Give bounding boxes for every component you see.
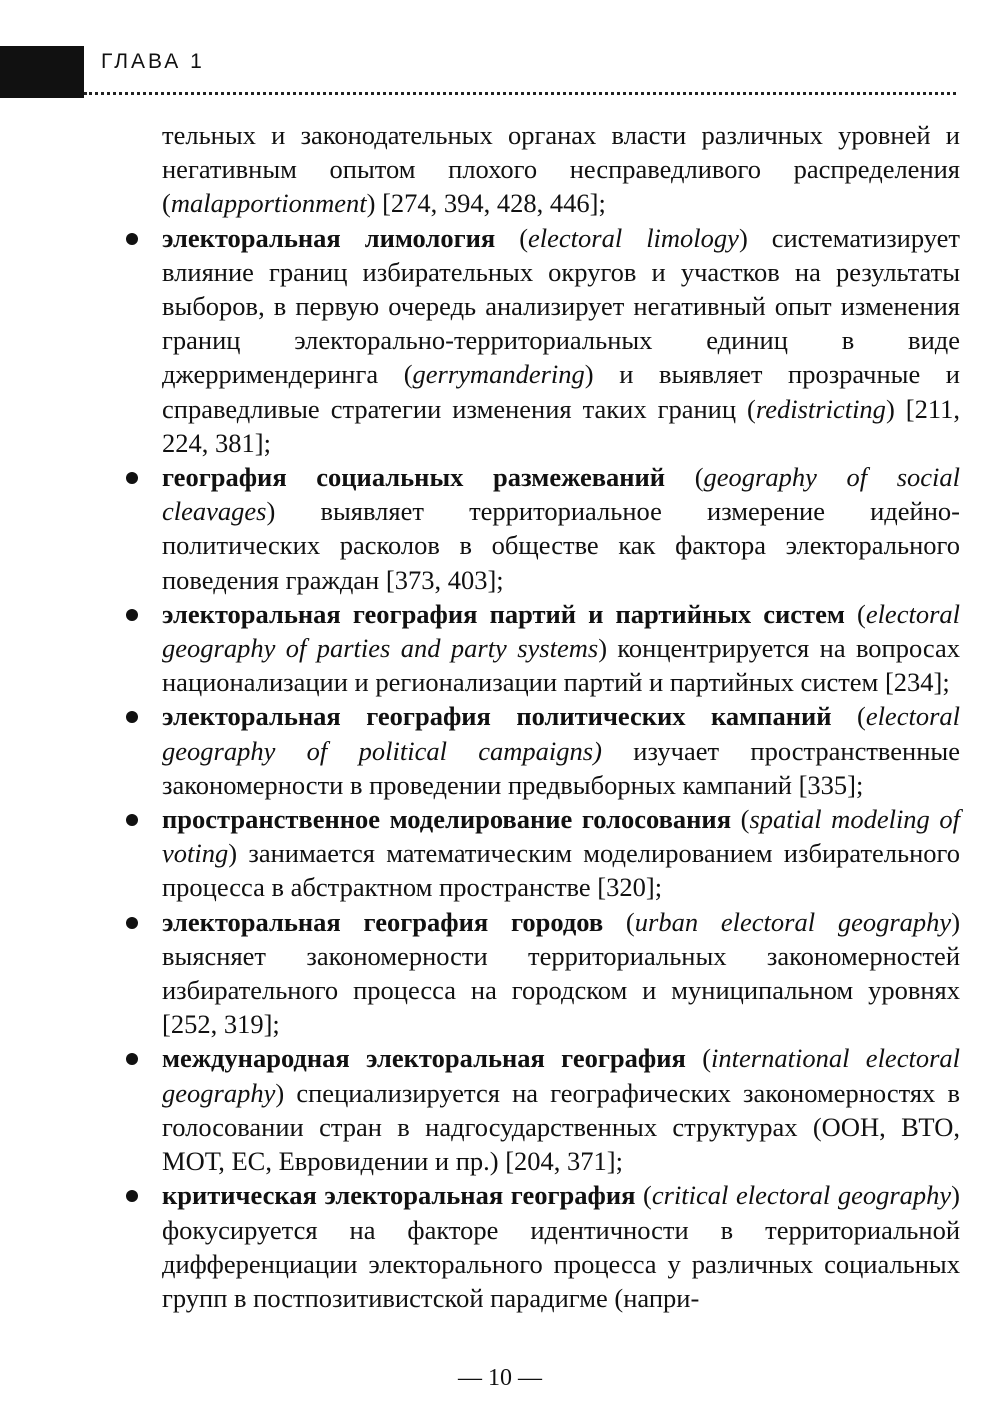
chapter-title: ГЛАВА 1 [101,50,205,73]
item-term: критическая электоральная география [162,1180,636,1211]
list-item [122,802,960,905]
page-body [122,118,960,1315]
english-term: malapportionment [170,188,367,219]
paren-open: ( [831,701,866,732]
list-item [122,699,960,802]
english-term: redistricting [755,393,886,424]
english-term: urban electoral geography [634,906,952,937]
list-item [122,460,960,597]
english-term: geography of social cleavages [162,462,960,527]
english-term: spatial modeling of voting [162,804,961,869]
item-description: ) специализируется на географических закономерностях в голосовании стран в надгосударственных структурах (ООН, ВТО, МОТ, ЕС, Евровидении и пр.) [204, 371]; [162,1077,960,1177]
english-term: electoral geography of political campaigns) [162,701,960,766]
bullet-icon [126,814,138,826]
bullet-icon [126,472,138,484]
bullet-icon [126,609,138,621]
english-term: electoral geography of parties and party systems [162,598,960,664]
intro-text: тельных и законодательных органах власти различных уровней и негативным опытом плохого несправедливого распределения ( [162,120,960,219]
english-term: international electoral geography [162,1043,960,1108]
paren-open: ( [731,804,750,835]
paren-open: ( [844,598,866,629]
intro-paragraph [122,118,960,221]
list-item [122,1041,960,1178]
item-description: ) концентрируется на вопросах национализации и регионализации партий и партийных систем [234]; [162,633,960,698]
item-description: ) выясняет закономерности территориальных закономерностей избирательного процесса на городском и муниципальном уровнях [252, 319]; [162,906,961,1040]
paren-open: ( [635,1180,652,1211]
item-term: электоральная география городов [162,906,604,937]
english-term: electoral limology [528,222,739,253]
list-item [122,905,960,1042]
item-term: электоральная география политических кампаний [162,701,832,732]
list-item [122,1178,960,1315]
bullet-icon [126,917,138,929]
paren-open: ( [603,906,635,937]
item-description: ) и выявляет прозрачные и справедливые стратегии изменения таких границ ( [162,359,960,424]
item-term: электоральная география партий и партийных систем [162,598,845,629]
item-term: география социальных размежеваний [162,462,666,493]
list-item [122,597,960,700]
chapter-marker-block [0,46,84,98]
bullet-icon [126,1190,138,1202]
bullet-icon [126,233,138,245]
intro-text-end: ) [274, 394, 428, 446]; [366,188,606,219]
item-term: международная электоральная география [162,1043,686,1074]
paren-open: ( [685,1043,712,1074]
item-description: изучает пространственные закономерности в проведении предвыборных кампаний [335]; [162,735,960,800]
item-description: ) [211, 224, 381]; [162,393,960,458]
item-description: ) систематизирует влияние границ избирательных округов и участков на результаты выборов, в первую очередь анализирует негативный опыт изменения границ электорально-территориальных единиц в виде джерримендеринга ( [162,222,961,390]
bullet-icon [126,711,138,723]
item-description: ) фокусируется на факторе идентичности в территориальной дифференциации электорального процесса у различных социальных групп в постпозитивистской парадигме (напри- [162,1180,960,1313]
item-term: пространственное моделирование голосования [162,804,732,835]
item-description: ) выявляет территориальное измерение идейно-политических расколов в обществе как фактора электорального поведения граждан [373, 403]; [162,496,960,595]
paren-open: ( [665,462,704,493]
header-dotted-rule [84,92,956,95]
item-description: ) занимается математическим моделированием избирательного процесса в абстрактном пространстве [320]; [162,838,960,903]
list-item [122,221,960,460]
english-term: critical electoral geography [651,1180,952,1211]
item-term: электоральная лимология [162,222,496,253]
paren-open: ( [495,222,529,253]
page-number: — 10 — [458,1365,542,1391]
bullet-icon [126,1053,138,1065]
english-term: gerrymandering [412,359,585,390]
